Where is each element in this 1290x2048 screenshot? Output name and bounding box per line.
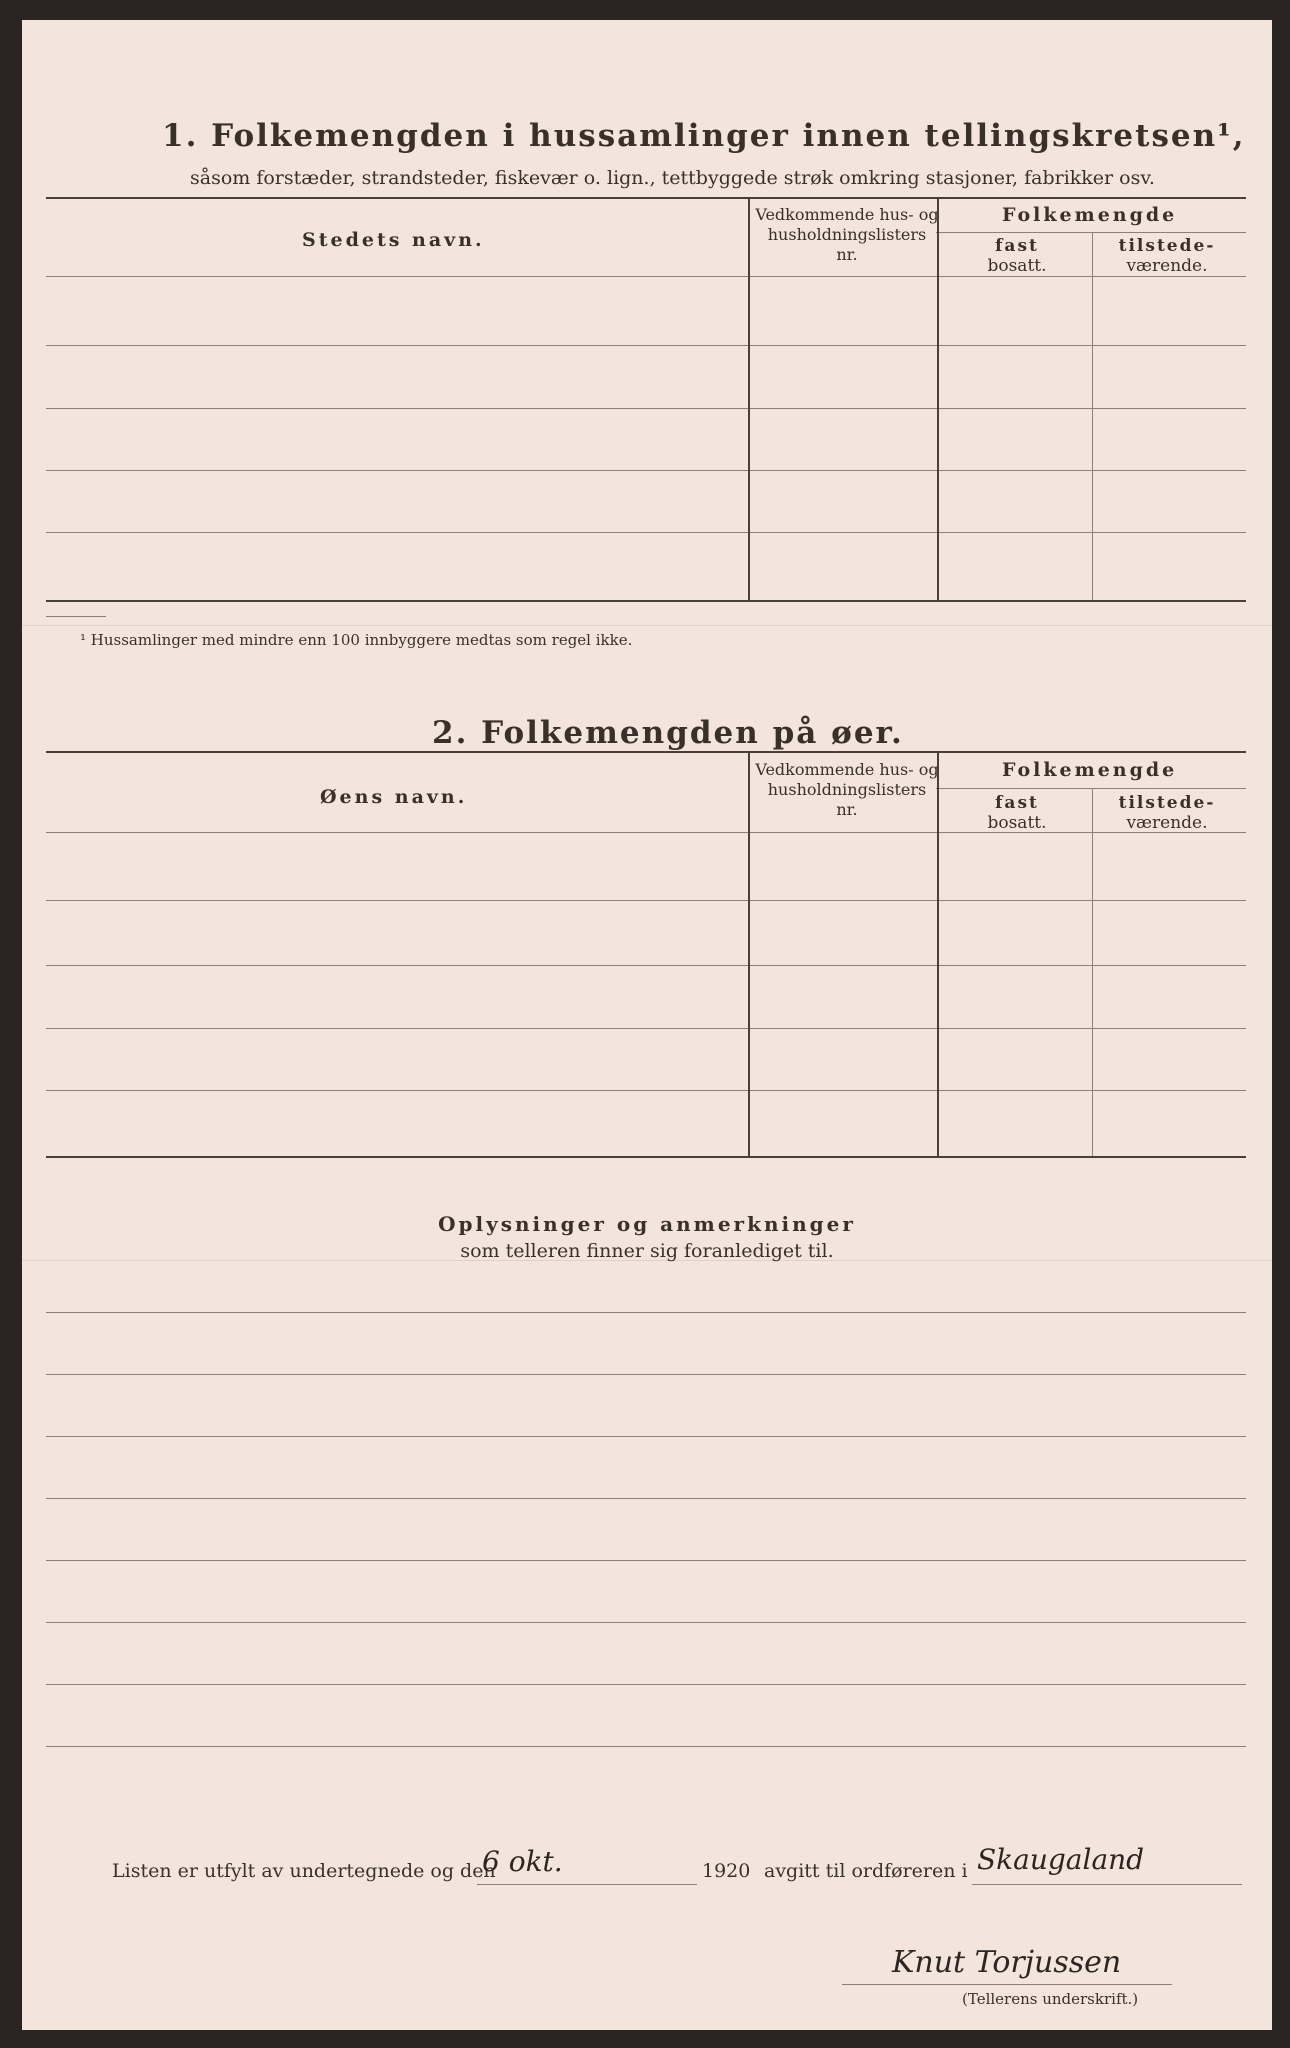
census-form-page xyxy=(22,20,1272,2030)
teller-signature-handwritten: Knut Torjussen xyxy=(892,1945,1122,1980)
signature-year: 1920 xyxy=(702,1860,751,1882)
section1-col-tilstede: tilstede- værende. xyxy=(1118,236,1216,276)
section1-col-name: Stedets navn. xyxy=(302,229,485,251)
section2-col-list: Vedkommende hus- og husholdningslisters nr. xyxy=(755,760,939,819)
section1-subtitle: såsom forstæder, strandsteder, fiskevær o. lign., tettbyggede strøk omkring stasjoner, fabrikker osv. xyxy=(190,167,1155,189)
section1-col-list: Vedkommende hus- og husholdningslisters nr. xyxy=(755,205,939,264)
remarks-title: Oplysninger og anmerkninger xyxy=(438,1212,856,1236)
section1-col-folkemengde: Folkemengde xyxy=(1002,204,1178,226)
section2-col-tilstede: tilstede- værende. xyxy=(1118,793,1216,833)
section2-col-name: Øens navn. xyxy=(320,786,468,808)
signature-date-handwritten: 6 okt. xyxy=(482,1845,563,1878)
section1-title: 1. Folkemengden i hussamlinger innen tellingskretsen¹, xyxy=(162,118,1246,154)
signature-place-handwritten: Skaugaland xyxy=(977,1843,1145,1876)
section1-col-fast: fast bosatt. xyxy=(987,236,1047,276)
footnote: ¹ Hussamlinger med mindre enn 100 innbyggere medtas som regel ikke. xyxy=(80,631,633,649)
signature-caption: (Tellerens underskrift.) xyxy=(962,1990,1139,2008)
signature-prefix: Listen er utfylt av undertegnede og den xyxy=(112,1860,496,1882)
section2-title: 2. Folkemengden på øer. xyxy=(432,715,904,751)
section2-col-fast: fast bosatt. xyxy=(987,793,1047,833)
remarks-subtitle: som telleren finner sig foranlediget til. xyxy=(460,1240,834,1262)
section2-col-folkemengde: Folkemengde xyxy=(1002,759,1178,781)
signature-middle: avgitt til ordføreren i xyxy=(764,1860,968,1882)
